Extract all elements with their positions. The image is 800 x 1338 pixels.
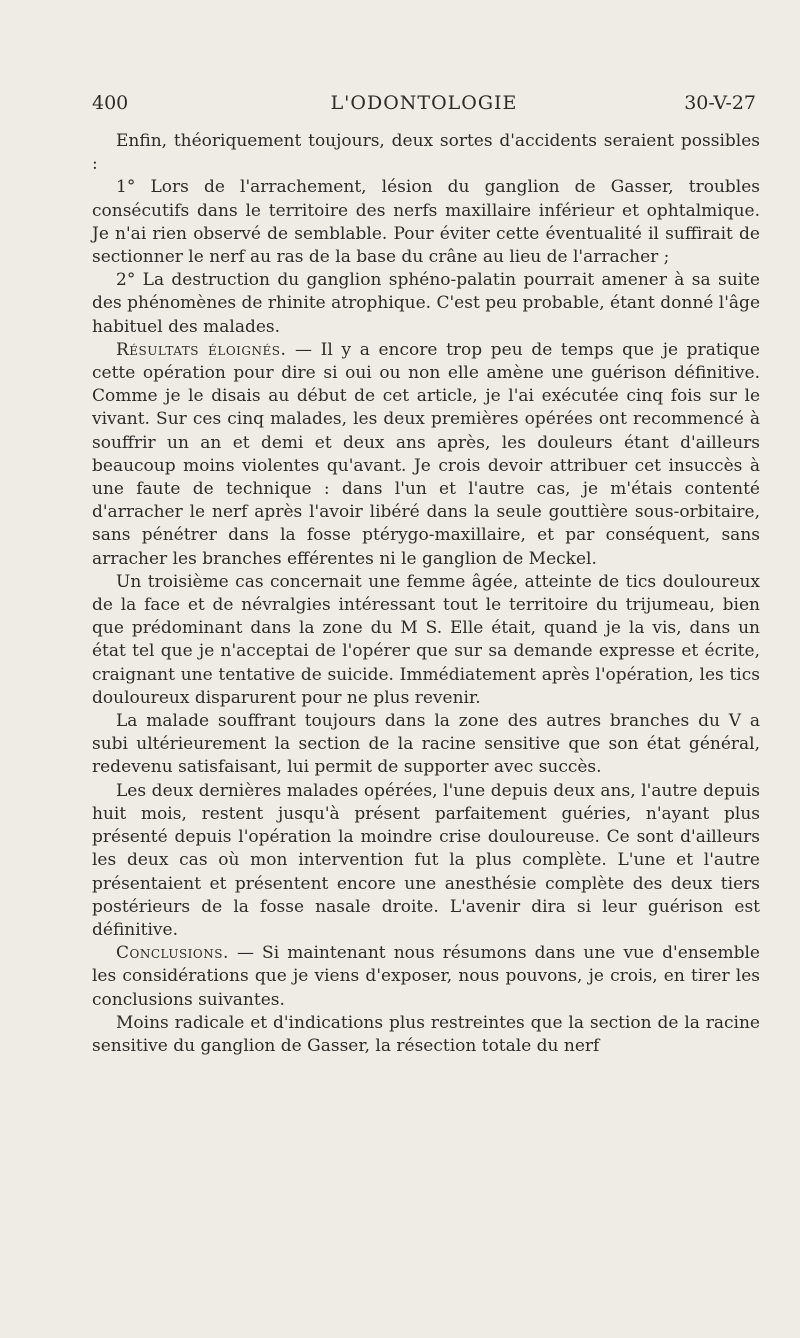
- paragraph: [92, 710, 760, 780]
- paragraph-text: La malade souffrant toujours dans la zone des autres branches du V a subi ultérieurement la section de la racine sensitive que son état général, redevenu satisfaisant, lui permit de supporter avec succès.: [92, 711, 760, 778]
- paragraph: [92, 1012, 760, 1058]
- paragraph: [92, 269, 760, 339]
- journal-title: L'ODONTOLOGIE: [330, 92, 518, 114]
- paragraph: [92, 339, 760, 571]
- running-header: [92, 92, 756, 122]
- body-text: [92, 130, 760, 1058]
- paragraph: [92, 571, 760, 710]
- paragraph-text: Les deux dernières malades opérées, l'une depuis deux ans, l'autre depuis huit mois, restent jusqu'à présent parfaitement guéries, n'ayant plus présenté depuis l'opération la moindre crise douloureuse. Ce sont d'ailleurs les deux cas où mon intervention fut la plus complète. L'une et l'autre présentaient et présentent encore une anesthésie complète des deux tiers postérieurs de la fosse nasale droite. L'avenir dira si leur guérison est définitive.: [92, 780, 760, 940]
- issue-date: 30-V-27: [684, 92, 756, 114]
- paragraph-text: Un troisième cas concernait une femme âgée, atteinte de tics douloureux de la face et de névralgies intéressant tout le territoire du trijumeau, bien que prédominant dans la zone du M S. Elle était, quand je la vis, dans un état tel que je n'acceptai de l'opérer que sur sa demande expresse et écrite, craignant une tentative de suicide. Immédiatement après l'opération, les tics douloureux disparurent pour ne plus revenir.: [92, 571, 760, 708]
- paragraph: [92, 780, 760, 942]
- paragraph-text: 1° Lors de l'arrachement, lésion du ganglion de Gasser, troubles consécutifs dans le territoire des nerfs maxillaire inférieur et ophtalmique. Je n'ai rien observé de semblable. Pour éviter cette éventualité il suffirait de sectionner le nerf au ras de la base du crâne au lieu de l'arracher ;: [92, 177, 760, 268]
- paragraph-text: — Si maintenant nous résumons dans une vue d'ensemble les considérations que je viens d'exposer, nous pouvons, je crois, en tirer les conclusions suivantes.: [92, 943, 760, 1010]
- paragraph: [92, 130, 760, 176]
- paragraph-text: Moins radicale et d'indications plus restreintes que la section de la racine sensitive du ganglion de Gasser, la résection totale du nerf: [92, 1012, 760, 1056]
- section-lead: Conclusions.: [116, 943, 229, 964]
- section-lead: Résultats éloignés.: [116, 339, 287, 360]
- paragraph-text: — Il y a encore trop peu de temps que je pratique cette opération pour dire si oui ou non elle amène une guérison définitive. Comme je le disais au début de cet article, je l'ai exécutée cinq fois sur le vivant. Sur ces cinq malades, les deux premières opérées ont recommencé à souffrir un an et demi et deux ans après, les douleurs étant d'ailleurs beaucoup moins violentes qu'avant. Je crois devoir attribuer cet insuccès à une faute de technique : dans l'un et l'autre cas, je m'étais contenté d'arracher le nerf après l'avoir libéré dans la seule gouttière sous-orbitaire, sans pénétrer dans la fosse ptérygo-maxillaire, et par conséquent, sans arracher les branches efférentes ni le ganglion de Meckel.: [92, 339, 760, 569]
- paragraph: [92, 176, 760, 269]
- paragraph: [92, 942, 760, 1012]
- paragraph-text: 2° La destruction du ganglion sphéno-palatin pourrait amener à sa suite des phénomènes de rhinite atrophique. C'est peu probable, étant donné l'âge habituel des malades.: [92, 270, 760, 337]
- paragraph-text: Enfin, théoriquement toujours, deux sortes d'accidents seraient possibles :: [92, 131, 760, 175]
- page-number: 400: [92, 92, 129, 114]
